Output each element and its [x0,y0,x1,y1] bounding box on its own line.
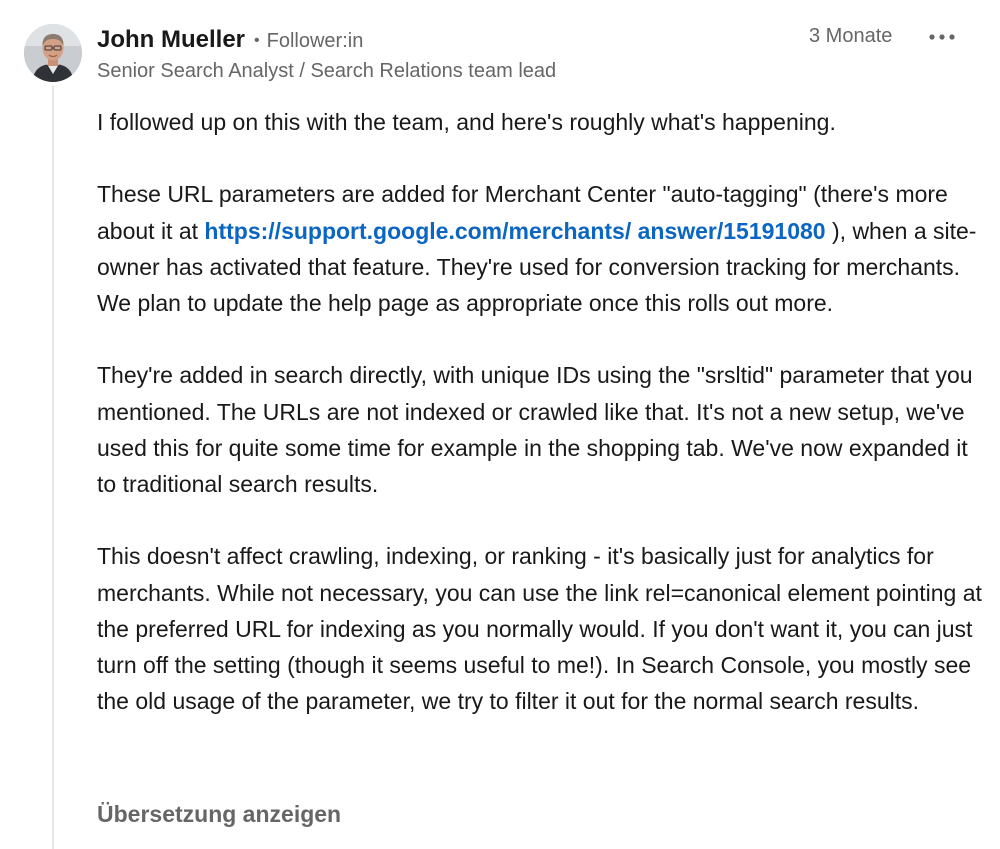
comment-paragraph: They're added in search directly, with unique IDs using the "srsltid" parameter that you mentioned. The URLs are not indexed or crawled like that. It's not a new setup, we've used this for quite some time for example in the shopping tab. We've now expanded it to traditional search results. [97,362,973,497]
merchant-help-link[interactable]: https://support.google.com/merchants/ answer/15191080 [204,217,826,244]
comment-thread-line [52,86,54,849]
follower-badge: Follower:in [266,30,364,52]
ellipsis-horizontal-icon [929,34,955,40]
avatar-photo-icon [24,24,82,82]
comment-paragraph: This doesn't affect crawling, indexing, or ranking - it's basically just for analytics for merchants. While not necessary, you can use the link rel=canonical element pointing at the preferred URL for indexing as you normally would. If you don't want it, you can just turn off the setting (though it seems useful to me!). In Search Console, you mostly see the old usage of the parameter, we try to filter it out for the normal search results. [97,543,982,715]
author-name[interactable]: John Mueller [97,26,246,53]
show-translation-button[interactable]: Übersetzung anzeigen [97,801,342,827]
more-options-button[interactable] [922,22,962,52]
comment-timestamp: 3 Monate [809,25,893,47]
comment-paragraph: I followed up on this with the team, and here's roughly what's happening. [97,109,836,135]
paragraph-text: These URL parameters are added for Merchant Center "auto-tagging" (there's more about it at [97,181,948,244]
paragraph-text: ), when a site-owner has activated that feature. They're used for conversion tracking for merchants. We plan to update the help page as appropriate once this rolls out more. [97,217,977,316]
comment-paragraph [97,176,987,321]
separator-dot: • [254,32,260,49]
avatar[interactable] [24,24,82,82]
author-headline: Senior Search Analyst / Search Relations team lead [97,60,557,82]
comment-body [97,104,987,756]
